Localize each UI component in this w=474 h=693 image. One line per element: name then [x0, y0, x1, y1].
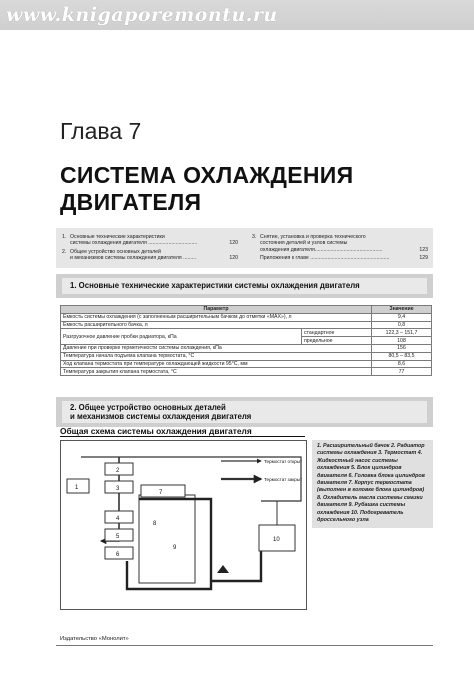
- pipe-return-flow: [127, 499, 211, 589]
- value-cell: 108: [372, 337, 432, 345]
- table-row: [61, 313, 432, 321]
- contents-item-title: Основные технические характеристики: [70, 234, 165, 240]
- column-header-parameter: Параметр: [61, 306, 372, 314]
- contents-item[interactable]: [252, 234, 428, 253]
- legend-thermostat-open: Термостат открыт: [264, 459, 303, 464]
- contents-item[interactable]: [62, 234, 238, 247]
- subparam-cell: предельное: [302, 337, 372, 345]
- section-2-title-line-1: 2. Общее устройство основных деталей: [70, 403, 226, 412]
- param-cell: Емкость расширительного бачка, л: [61, 321, 372, 329]
- value-cell: 0,8: [372, 321, 432, 329]
- section-2-header-panel: [62, 401, 427, 423]
- value-cell: 122,3 – 151,7: [372, 329, 432, 337]
- pump-symbol: [217, 565, 229, 573]
- diagram-legend: [312, 440, 433, 528]
- contents-item-title-cont: состояния деталей и узлов системы: [260, 240, 348, 247]
- contents-item[interactable]: [62, 249, 238, 262]
- contents-item-title: Снятие, установка и проверка технического: [260, 234, 366, 240]
- label-3: 3: [116, 486, 120, 492]
- section-1-title: 1. Основные технические характеристики системы охлаждения двигателя: [70, 281, 360, 290]
- specifications-table: [60, 305, 432, 376]
- contents-item-page: 120: [229, 240, 238, 247]
- section-1-header: [56, 274, 433, 298]
- contents-item-title: Приложения к главе .......................................................: [260, 255, 390, 262]
- legend-text: 1. Расширительный бачок 2. Радиатор системы охлаждения 3. Термостат 4. Жидкостный насос системы охлаждения 5. Блок цилиндров двигателя 6. Головка блока цилиндров двигателя 7. Корпус термостата (выполнен в головке блока цилиндров) 8. Охладитель масла системы смазки двигателя 9. Рубашка системы охлаждения 10. Подогреватель дроссельного узла: [317, 443, 425, 524]
- contents-item-number: 1.: [62, 234, 67, 240]
- section-2-title: [70, 403, 251, 421]
- scheme-title-underline: [60, 436, 305, 437]
- param-cell: Температура начала подъема клапана термостата, °С: [61, 352, 372, 360]
- label-9: 9: [173, 545, 177, 551]
- label-8: 8: [153, 521, 157, 527]
- pipe-heater-flow: [211, 531, 261, 581]
- label-10: 10: [273, 537, 280, 543]
- table-row: [61, 344, 432, 352]
- contents-item-title-cont: и механизмов системы охлаждения двигателя .........: [70, 255, 197, 262]
- cooling-system-diagram: [60, 440, 307, 610]
- table-row: [61, 368, 432, 376]
- watermark-bar: [0, 0, 474, 30]
- column-header-value: Значение: [372, 306, 432, 314]
- scheme-title: Общая схема системы охлаждения двигателя: [60, 426, 252, 436]
- publisher-name: Издательство «Монолит»: [60, 636, 129, 642]
- param-cell: Ход клапана термостата при температуре охлаждающей жидкости 95°С, мм: [61, 360, 372, 368]
- legend-thermostat-closed: Термостат закрыт: [264, 477, 303, 482]
- contents-item-page: 129: [419, 255, 428, 262]
- chapter-title: [60, 162, 400, 216]
- section-2-header: [56, 397, 433, 427]
- label-2: 2: [116, 468, 120, 474]
- table-row: [61, 352, 432, 360]
- component-box: [141, 485, 185, 497]
- contents-item-title-cont: охлаждения двигателя...............................................: [260, 246, 383, 253]
- label-4: 4: [116, 516, 120, 522]
- param-cell: Температура закрытия клапана термостата, °С: [61, 368, 372, 376]
- value-cell: 8,6: [372, 360, 432, 368]
- table-row: [61, 360, 432, 368]
- chapter-label: Глава 7: [60, 118, 142, 144]
- param-cell: Давление при проверке герметичности системы охлаждения, кПа: [61, 344, 372, 352]
- value-cell: 80,5 – 83,5: [372, 352, 432, 360]
- chapter-title-line-1: СИСТЕМА ОХЛАЖДЕНИЯ: [60, 162, 354, 188]
- engine-block-outline: [139, 495, 195, 583]
- contents-item-title-cont: системы охлаждения двигателя ..................................: [70, 240, 198, 247]
- contents-item[interactable]: [252, 255, 428, 261]
- subparam-cell: стандартное: [302, 329, 372, 337]
- table-header-row: [61, 306, 432, 314]
- label-6: 6: [116, 552, 120, 558]
- contents-item-number: 3.: [252, 234, 257, 240]
- contents-item-page: 123: [419, 246, 428, 253]
- contents-item-page: 120: [229, 255, 238, 262]
- chapter-contents: [56, 228, 433, 268]
- table-row: [61, 321, 432, 329]
- value-cell: 9,4: [372, 313, 432, 321]
- section-2-title-line-2: и механизмов системы охлаждения двигателя: [70, 412, 252, 421]
- contents-item-title: Общее устройство основных деталей: [70, 248, 161, 255]
- label-1: 1: [75, 485, 79, 491]
- contents-item-number: 2.: [62, 248, 67, 255]
- label-7: 7: [159, 490, 163, 496]
- label-5: 5: [116, 534, 120, 540]
- value-cell: 77: [372, 368, 432, 376]
- param-cell: Емкость системы охлаждения (с заполненным расширительным бачком до отметки «MAX»), л: [61, 313, 372, 321]
- contents-column-right: [252, 234, 428, 264]
- chapter-title-line-2: ДВИГАТЕЛЯ: [60, 189, 202, 215]
- param-cell: Разгрузочное давление пробки радиатора, кПа: [61, 329, 302, 345]
- value-cell: 156: [372, 344, 432, 352]
- site-watermark: www.knigaporemontu.ru: [6, 4, 278, 26]
- contents-column-left: [62, 234, 238, 264]
- footer-divider: [56, 645, 433, 646]
- section-1-header-panel: [62, 278, 427, 294]
- table-row: [61, 329, 432, 337]
- cooling-system-schematic: [61, 441, 306, 609]
